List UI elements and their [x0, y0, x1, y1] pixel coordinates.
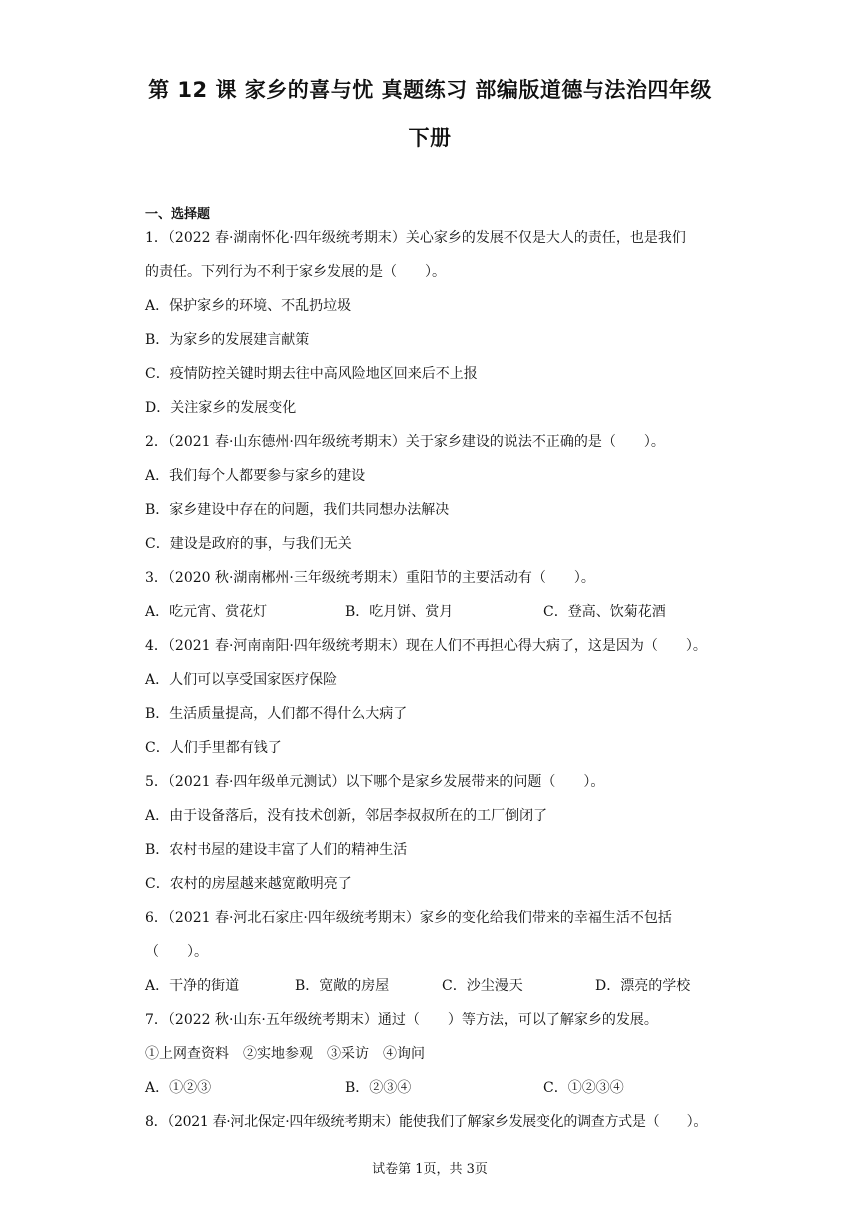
page-title-continued: 下册: [408, 126, 452, 150]
question-7-option-b: B．②③④: [345, 1080, 412, 1096]
question-5-stem: 5．（2021 春·四年级单元测试）以下哪个是家乡发展带来的问题（ ）。: [145, 774, 605, 790]
question-3-stem: 3．（2020 秋·湖南郴州·三年级统考期末）重阳节的主要活动有（ ）。: [145, 570, 595, 586]
question-7-option-a: A．①②③: [145, 1080, 212, 1096]
question-4-stem: 4．（2021 春·河南南阳·四年级统考期末）现在人们不再担心得大病了，这是因为（ ）。: [145, 638, 707, 654]
page-footer: 试卷第 1页，共 3页: [372, 1162, 488, 1177]
question-2-option-b: B．家乡建设中存在的问题，我们共同想办法解决: [145, 502, 450, 518]
question-6-option-d: D．漂亮的学校: [595, 978, 691, 994]
question-3-option-a: A．吃元宵、赏花灯: [145, 604, 268, 620]
section-heading: 一、选择题: [145, 207, 211, 222]
question-6-stem: 6．（2021 春·河北石家庄·四年级统考期末）家乡的变化给我们带来的幸福生活不包括: [145, 910, 672, 926]
question-4-option-c: C．人们手里都有钱了: [145, 740, 282, 756]
question-6-option-c: C．沙尘漫天: [442, 978, 523, 994]
question-3-option-c: C．登高、饮菊花酒: [543, 604, 666, 620]
question-5-option-c: C．农村的房屋越来越宽敞明亮了: [145, 876, 352, 892]
question-7-option-c: C．①②③④: [543, 1080, 624, 1096]
question-1-option-c: C．疫情防控关键时期去往中高风险地区回来后不上报: [145, 366, 478, 382]
question-6-stem-continued: （ ）。: [145, 944, 208, 960]
question-1-option-a: A．保护家乡的环境、不乱扔垃圾: [145, 298, 352, 314]
question-4-option-b: B．生活质量提高，人们都不得什么大病了: [145, 706, 408, 722]
question-6-option-a: A．干净的街道: [145, 978, 240, 994]
question-2-option-c: C．建设是政府的事，与我们无关: [145, 536, 352, 552]
question-3-option-b: B．吃月饼、赏月: [345, 604, 454, 620]
question-1-stem: 1．（2022 春·湖南怀化·四年级统考期末）关心家乡的发展不仅是大人的责任，也是我们: [145, 230, 686, 246]
question-2-stem: 2．（2021 春·山东德州·四年级统考期末）关于家乡建设的说法不正确的是（ ）。: [145, 434, 665, 450]
question-4-option-a: A．人们可以享受国家医疗保险: [145, 672, 338, 688]
question-5-option-a: A．由于设备落后，没有技术创新，邻居李叔叔所在的工厂倒闭了: [145, 808, 548, 824]
question-1-option-d: D．关注家乡的发展变化: [145, 400, 297, 416]
question-7-stem: 7．（2022 秋·山东·五年级统考期末）通过（ ）等方法，可以了解家乡的发展。: [145, 1012, 658, 1028]
question-5-option-b: B．农村书屋的建设丰富了人们的精神生活: [145, 842, 408, 858]
question-8-stem: 8．（2021 春·河北保定·四年级统考期末）能使我们了解家乡发展变化的调查方式是（ ）。: [145, 1114, 708, 1130]
question-1-option-b: B．为家乡的发展建言献策: [145, 332, 310, 348]
question-6-option-b: B．宽敞的房屋: [295, 978, 390, 994]
page-title: 第 12 课 家乡的喜与忧 真题练习 部编版道德与法治四年级: [148, 78, 712, 102]
question-2-option-a: A．我们每个人都要参与家乡的建设: [145, 468, 366, 484]
question-1-stem-continued: 的责任。下列行为不利于家乡发展的是（ ）。: [145, 264, 446, 280]
question-7-items: ①上网查资料 ②实地参观 ③采访 ④询问: [145, 1046, 425, 1062]
